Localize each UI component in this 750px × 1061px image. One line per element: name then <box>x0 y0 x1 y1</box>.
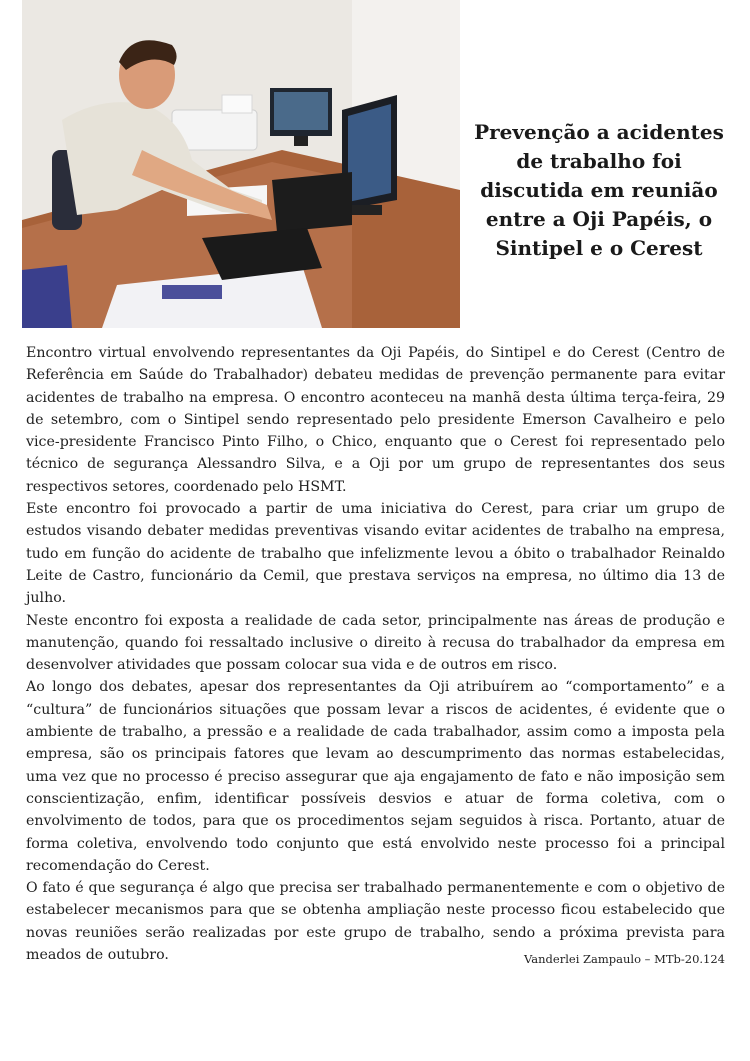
paragraph: Neste encontro foi exposta a realidade de cada setor, principalmente nas áreas de produção e manutenção, quando foi ressaltado inclusive o direito à recusa do trabalhador da empresa em desenvolver atividades que possam colocar sua vida e de outros em risco. <box>26 612 725 674</box>
headline: Prevenção a acidentes de trabalho foi discutida em reunião entre a Oji Papéis, o Sintipel e o Cerest <box>474 120 724 260</box>
paragraph: Este encontro foi provocado a partir de uma iniciativa do Cerest, para criar um grupo de estudos visando debater medidas preventivas visando evitar acidentes de trabalho na empresa, tudo em função do acidente de trabalho que infelizmente levou a óbito o trabalhador Reinaldo Leite de Castro, funcionário da Cemil, que prestava serviços na empresa, no último dia 13 de julho. <box>26 501 725 607</box>
paragraph: Encontro virtual envolvendo representantes da Oji Papéis, do Sintipel e do Cerest (Centro de Referência em Saúde do Trabalhador) debateu medidas de prevenção permanente para evitar acidentes de trabalho na empresa. O encontro aconteceu na manhã desta última terça-feira, 29 de setembro, com o Sintipel sendo representado pelo presidente Emerson Cavalheiro e pelo vice-presidente Francisco Pinto Filho, o Chico, enquanto que o Cerest foi representado pelo técnico de segurança Alessandro Silva, e a Oji por um grupo de representantes dos seus respectivos setores, coordenado pelo HSMT. <box>26 345 725 495</box>
article-photo <box>22 0 460 328</box>
paragraph: Ao longo dos debates, apesar dos representantes da Oji atribuírem ao “comportamento” e a “cultura” de funcionários situações que possam levar a riscos de acidentes, é evidente que o ambiente de trabalho, a pressão e a realidade de cada trabalhador, assim como a imposta pela empresa, são os principais fatores que levam ao descumprimento das normas estabelecidas, uma vez que no processo é preciso assegurar que aja engajamento de fato e não imposição sem conscientização, enfim, identificar possíveis desvios e atuar de forma coletiva, com o envolvimento de todos, para que os procedimentos sejam seguidos à risca. Portanto, atuar de forma coletiva, envolvendo todo conjunto que está envolvido neste processo foi a principal recomendação do Cerest. <box>26 679 725 874</box>
photo-icon <box>22 0 460 328</box>
article-body <box>26 342 725 966</box>
paragraph: O fato é que segurança é algo que precisa ser trabalhado permanentemente e com o objetivo de estabelecer mecanismos para que se obtenha ampliação neste processo ficou estabelecido que novas reuniões serão realizadas por este grupo de trabalho, sendo a próxima prevista para meados de outubro. <box>26 880 725 964</box>
byline: Vanderlei Zampaulo – MTb-20.124 <box>524 952 725 966</box>
